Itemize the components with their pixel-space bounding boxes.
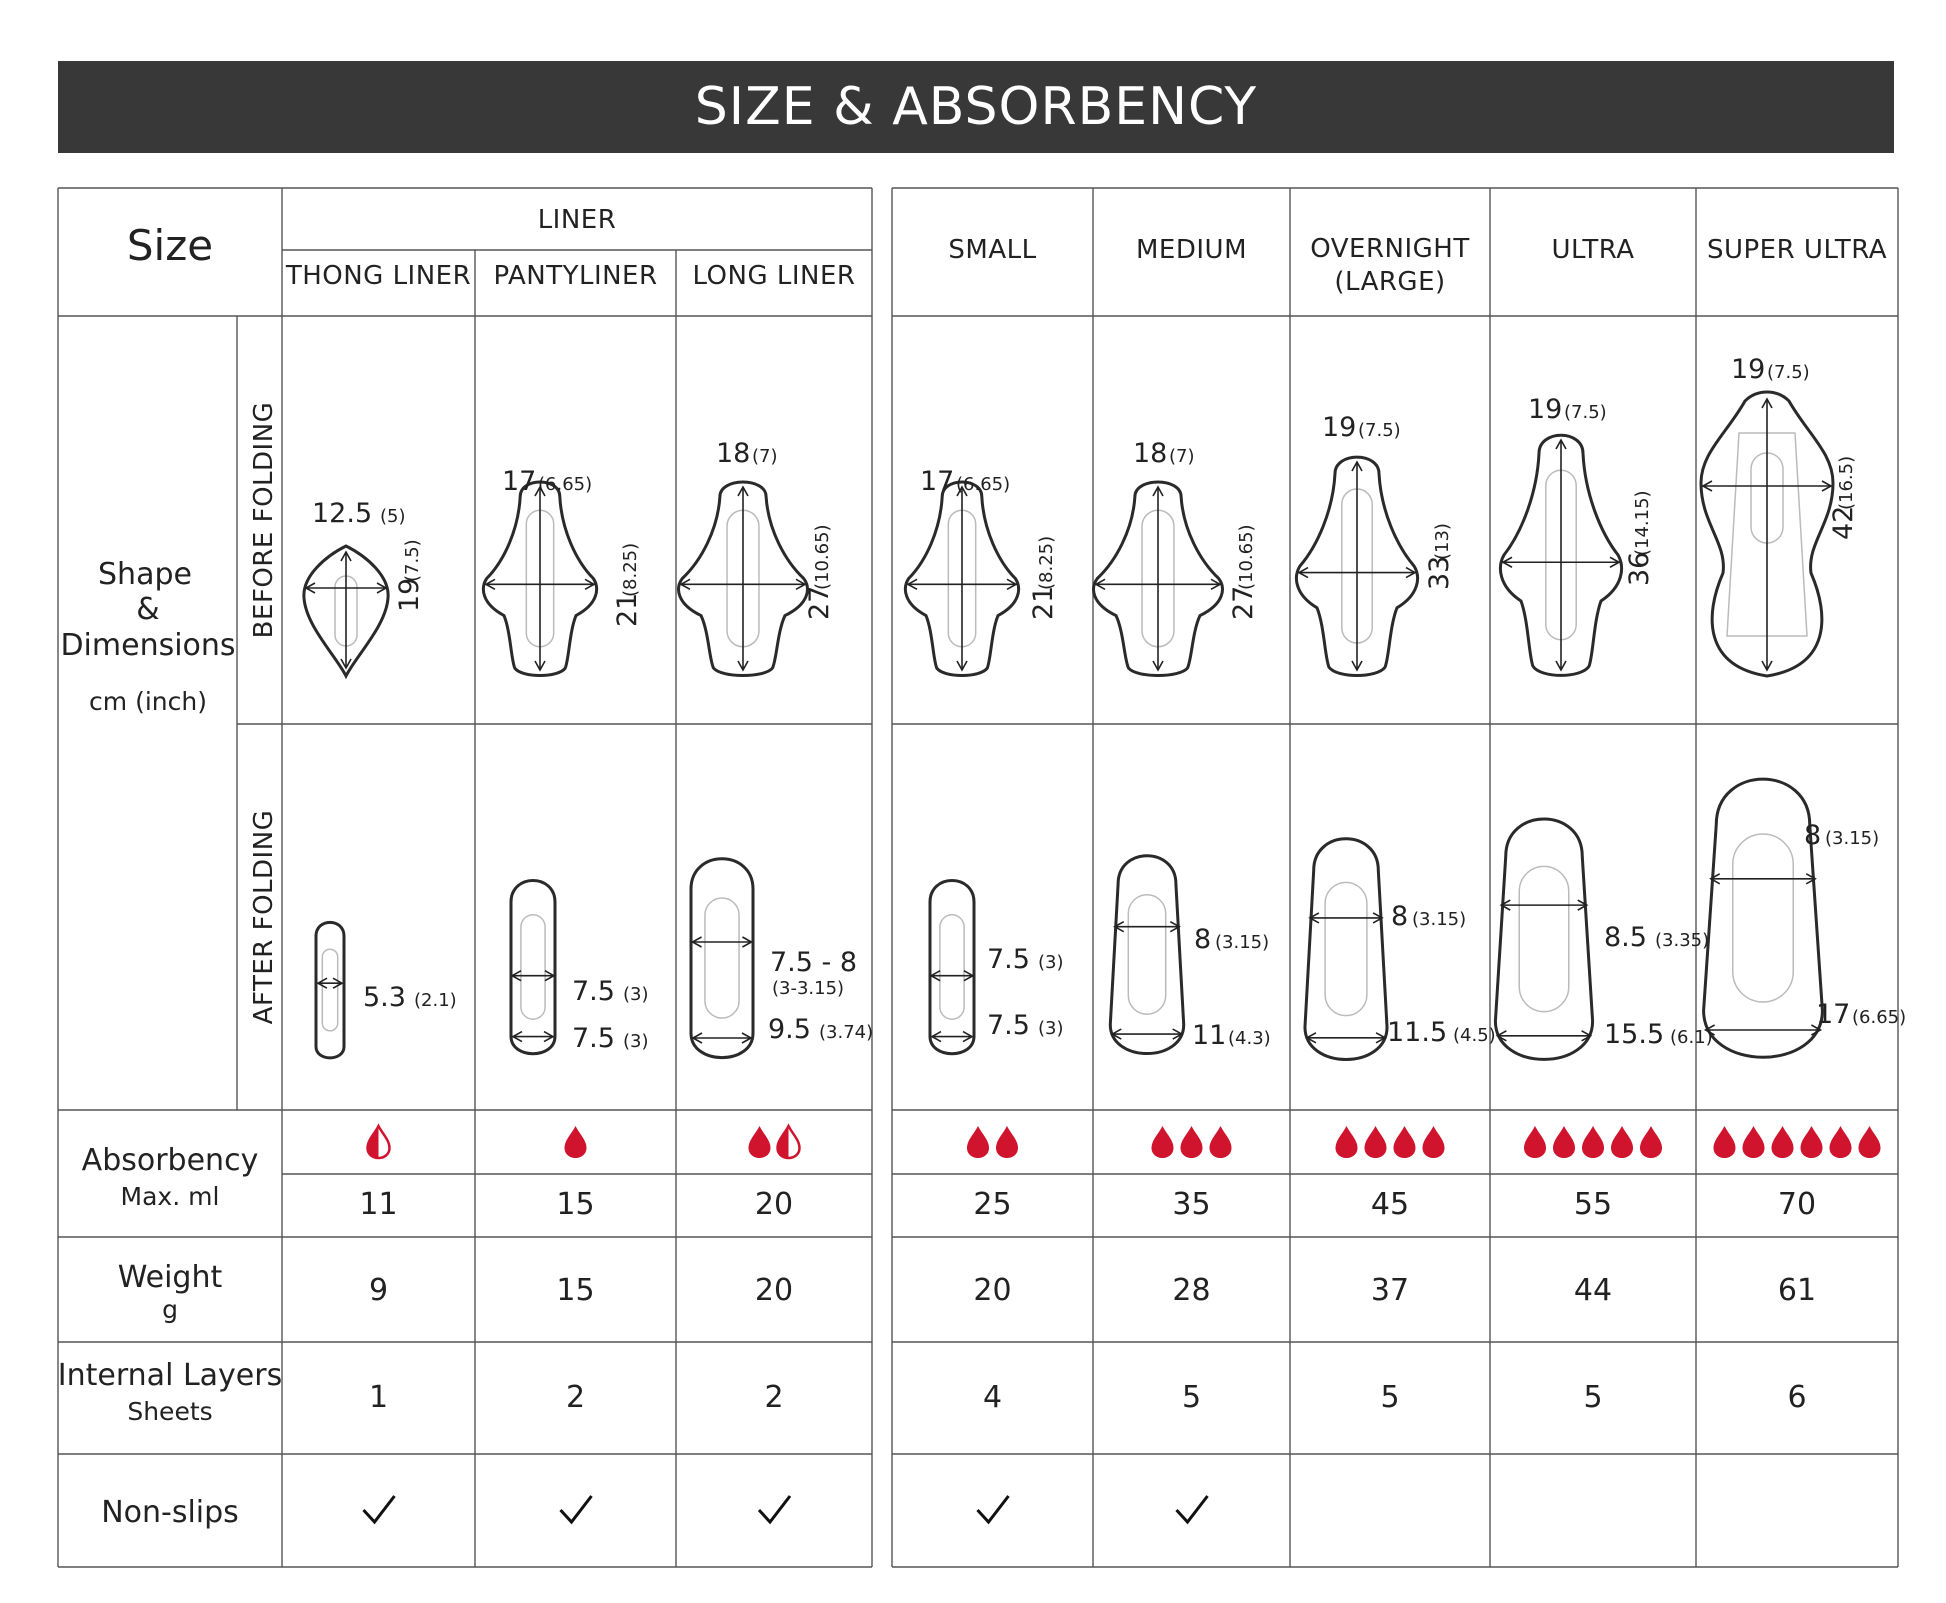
drop-fill <box>1553 1126 1575 1158</box>
folded-dimension-inch-value: (3) <box>1038 1018 1064 1039</box>
drop-fill <box>1801 1126 1823 1158</box>
before-folding-label: BEFORE FOLDING <box>249 401 279 639</box>
drop-icon <box>749 1126 771 1158</box>
table-grid <box>58 188 1898 1567</box>
column-header: ULTRA <box>1551 235 1635 265</box>
absorbency-drops <box>1336 1126 1445 1158</box>
drop-icon <box>1524 1126 1546 1158</box>
folded-dimension-value: 8 <box>1804 820 1822 851</box>
absorbency-drops <box>967 1126 1018 1158</box>
length-value: 27 <box>1228 585 1259 620</box>
drop-icon <box>1743 1126 1765 1158</box>
drop-fill <box>1611 1126 1633 1158</box>
pad-outline <box>1305 839 1387 1060</box>
folded-dimension-inch-value: (3.15) <box>1412 909 1467 930</box>
drop-icon <box>1772 1126 1794 1158</box>
absorbency-value: 70 <box>1777 1187 1817 1222</box>
folded-dimension-value: 7.5 <box>572 1023 615 1054</box>
absorbency-drops <box>749 1126 800 1158</box>
length-inch-value: (10.65) <box>812 524 833 590</box>
group-liner-label: LINER <box>537 205 617 235</box>
width-value: 19 <box>1731 354 1766 385</box>
drop-fill <box>1524 1126 1546 1158</box>
folded-dimension-value: 11.5 <box>1387 1017 1448 1048</box>
folded-pad-shape <box>511 881 555 1054</box>
absorbency-value: 25 <box>973 1187 1012 1222</box>
drop-fill <box>1640 1126 1662 1158</box>
drop-icon <box>1859 1126 1881 1158</box>
weight-value: 9 <box>368 1273 389 1308</box>
thong-liner-shape <box>304 546 388 676</box>
width-inch-value: (6.65) <box>538 474 593 495</box>
layers-value: 2 <box>565 1380 586 1415</box>
drop-fill <box>1859 1126 1881 1158</box>
folded-pad-shape <box>1305 839 1387 1060</box>
width-inch-value: (7.5) <box>1564 402 1607 423</box>
width-value: 17 <box>502 466 537 497</box>
drop-icon <box>1830 1126 1852 1158</box>
column-header: SMALL <box>948 235 1037 265</box>
drop-fill <box>749 1126 771 1158</box>
row-label-weight: Weight <box>117 1260 223 1295</box>
drop-icon <box>1553 1126 1575 1158</box>
drop-icon <box>1152 1126 1174 1158</box>
width-value: 17 <box>920 466 955 497</box>
drop-icon <box>1423 1126 1445 1158</box>
after-folding-label: AFTER FOLDING <box>249 809 279 1025</box>
row-label-amp: & <box>136 592 160 627</box>
row-label-absorbency-sub: Max. ml <box>120 1182 220 1211</box>
folded-dimension-inch-value: (3) <box>1038 952 1064 973</box>
pad-shape <box>1296 457 1417 675</box>
checkmark-icon <box>759 1496 790 1522</box>
weight-value: 20 <box>754 1273 794 1308</box>
folded-dimension-inch-value: (4.3) <box>1228 1028 1271 1049</box>
absorbency-value: 11 <box>359 1187 398 1222</box>
row-label-weight-sub: g <box>162 1295 178 1324</box>
drop-icon <box>1611 1126 1633 1158</box>
folded-dimension-inch-value: (3.74) <box>819 1022 874 1043</box>
layers-value: 6 <box>1787 1380 1807 1415</box>
folded-dimension-value: 7.5 <box>987 1010 1030 1041</box>
absorbency-value: 20 <box>754 1187 794 1222</box>
drop-half-fill <box>778 1126 789 1158</box>
drop-fill <box>996 1126 1018 1158</box>
folded-dimension-value: 8.5 <box>1604 922 1647 953</box>
drop-icon <box>1394 1126 1416 1158</box>
drop-icon <box>1365 1126 1387 1158</box>
width-value: 19 <box>1528 394 1563 425</box>
column-header: MEDIUM <box>1135 235 1248 265</box>
width-inch-value: (7) <box>752 446 778 467</box>
pad-outline <box>930 881 974 1054</box>
layers-value: 5 <box>1181 1380 1202 1415</box>
layers-value: 1 <box>368 1380 389 1415</box>
folded-pad-shape <box>691 859 753 1058</box>
drop-fill <box>1714 1126 1736 1158</box>
folded-pad-shape <box>930 881 974 1054</box>
size-label: Size <box>126 221 214 270</box>
length-inch-value: (7.5) <box>402 539 423 582</box>
pad-outline <box>691 859 753 1058</box>
folded-dimension-inch-value: (3) <box>623 984 649 1005</box>
absorbency-drops <box>368 1126 390 1158</box>
drop-fill <box>1210 1126 1232 1158</box>
folded-dimension-inch-value: (3) <box>623 1031 649 1052</box>
pad-outline <box>1110 856 1183 1054</box>
folded-dimension-value: 11 <box>1192 1020 1227 1051</box>
drop-icon <box>1181 1126 1203 1158</box>
pad-outline <box>1495 819 1592 1059</box>
length-value: 27 <box>804 585 835 620</box>
length-value: 21 <box>612 592 643 627</box>
absorbency-drops <box>1714 1126 1881 1158</box>
length-inch-value: (8.25) <box>620 542 641 597</box>
drop-fill <box>1365 1126 1387 1158</box>
folded-dimension-value: 9.5 <box>768 1014 811 1045</box>
row-label-nonslips: Non-slips <box>101 1495 239 1530</box>
layers-value: 5 <box>1583 1380 1603 1415</box>
width-value: 12.5 <box>312 498 373 529</box>
folded-dimension-value: 7.5 - 8 <box>770 947 858 978</box>
length-inch-value: (8.25) <box>1036 535 1057 590</box>
length-inch-value: (16.5) <box>1836 455 1857 510</box>
before-folding-shapes <box>304 392 1833 676</box>
drop-icon <box>996 1126 1018 1158</box>
folded-dimension-inch-value: (3.15) <box>1215 932 1270 953</box>
checkmark-icon <box>364 1496 395 1522</box>
checkmark-icon <box>1177 1496 1208 1522</box>
page-title: SIZE & ABSORBENCY <box>694 77 1258 137</box>
row-label-shape: Shape <box>98 557 192 592</box>
folded-dimension-inch-value: (6.65) <box>1852 1007 1907 1028</box>
drop-fill <box>967 1126 989 1158</box>
folded-dimension-inch-value: (3-3.15) <box>772 978 845 999</box>
folded-dimension-value: 5.3 <box>363 982 406 1013</box>
row-label-layers: Internal Layers <box>57 1358 283 1393</box>
drop-icon <box>1714 1126 1736 1158</box>
pad-outline <box>316 922 344 1057</box>
column-header-sub: (LARGE) <box>1334 267 1446 297</box>
folded-dimension-inch-value: (3.15) <box>1825 828 1880 849</box>
width-value: 18 <box>1133 438 1168 469</box>
drop-icon <box>1336 1126 1358 1158</box>
width-value: 18 <box>716 438 751 469</box>
pad-shape <box>905 482 1018 676</box>
absorbency-drops <box>1152 1126 1232 1158</box>
width-inch-value: (6.65) <box>956 474 1011 495</box>
drop-icon <box>1582 1126 1604 1158</box>
drop-icon <box>368 1126 390 1158</box>
column-header: THONG LINER <box>285 261 472 291</box>
width-inch-value: (5) <box>380 506 406 527</box>
width-inch-value: (7.5) <box>1767 362 1810 383</box>
column-header: LONG LINER <box>692 261 856 291</box>
pad-shape <box>1500 435 1621 675</box>
row-label-unit: cm (inch) <box>89 687 207 716</box>
row-label-dimensions: Dimensions <box>60 628 236 663</box>
drop-fill <box>565 1126 587 1158</box>
folded-dimension-value: 7.5 <box>987 944 1030 975</box>
column-header: PANTYLINER <box>493 261 658 291</box>
pad-shape <box>679 482 808 676</box>
length-inch-value: (10.65) <box>1236 524 1257 590</box>
folded-dimension-inch-value: (2.1) <box>414 990 457 1011</box>
length-inch-value: (13) <box>1432 523 1453 560</box>
absorbency-drops <box>565 1126 587 1158</box>
weight-value: 37 <box>1370 1273 1410 1308</box>
width-inch-value: (7.5) <box>1358 420 1401 441</box>
layers-value: 5 <box>1380 1380 1400 1415</box>
weight-value: 28 <box>1172 1273 1211 1308</box>
drop-fill <box>1772 1126 1794 1158</box>
drop-fill <box>1336 1126 1358 1158</box>
folded-pad-shape <box>316 922 344 1057</box>
length-inch-value: (14.15) <box>1632 490 1653 556</box>
weight-value: 44 <box>1573 1273 1613 1308</box>
absorbency-value: 35 <box>1172 1187 1211 1222</box>
drop-icon <box>1210 1126 1232 1158</box>
folded-dimension-value: 8 <box>1391 901 1409 932</box>
drop-icon <box>1801 1126 1823 1158</box>
drop-half-fill <box>368 1126 379 1158</box>
folded-dimension-inch-value: (3.35) <box>1655 930 1710 951</box>
row-label-absorbency: Absorbency <box>81 1143 259 1178</box>
weight-value: 20 <box>973 1273 1012 1308</box>
folded-pad-shape <box>1495 819 1592 1059</box>
layers-value: 4 <box>982 1380 1003 1415</box>
width-value: 19 <box>1322 412 1357 443</box>
checkmark-icon <box>978 1496 1009 1522</box>
drop-icon <box>967 1126 989 1158</box>
drop-icon <box>1640 1126 1662 1158</box>
absorbency-drops <box>1524 1126 1662 1158</box>
length-value: 42 <box>1828 505 1859 540</box>
pad-shape <box>1094 482 1223 676</box>
drop-icon <box>778 1126 800 1158</box>
pad-shape <box>483 482 596 676</box>
folded-dimension-value: 8 <box>1194 924 1212 955</box>
super-ultra-shape <box>1701 392 1833 676</box>
folded-dimension-value: 7.5 <box>572 976 615 1007</box>
after-folding-shapes <box>316 779 1822 1059</box>
absorbency-value: 55 <box>1573 1187 1613 1222</box>
length-value: 19 <box>394 577 425 612</box>
folded-dimension-inch-value: (4.5) <box>1453 1025 1496 1046</box>
drop-fill <box>1582 1126 1604 1158</box>
drop-fill <box>1423 1126 1445 1158</box>
width-inch-value: (7) <box>1169 446 1195 467</box>
length-value: 33 <box>1424 555 1455 590</box>
weight-value: 15 <box>556 1273 595 1308</box>
pad-outline <box>511 881 555 1054</box>
row-label-layers-sub: Sheets <box>127 1397 213 1426</box>
drop-fill <box>1830 1126 1852 1158</box>
layers-value: 2 <box>764 1380 784 1415</box>
checkmark-icon <box>561 1496 592 1522</box>
folded-pad-shape <box>1110 856 1183 1054</box>
absorbency-value: 15 <box>556 1187 595 1222</box>
drop-icon <box>565 1126 587 1158</box>
column-header: SUPER ULTRA <box>1706 235 1888 265</box>
folded-dimension-value: 17 <box>1816 999 1851 1030</box>
weight-value: 61 <box>1777 1273 1817 1308</box>
folded-dimension-value: 15.5 <box>1604 1019 1665 1050</box>
folded-dimension-inch-value: (6.1) <box>1670 1027 1713 1048</box>
column-header: OVERNIGHT <box>1310 234 1470 264</box>
drop-fill <box>1394 1126 1416 1158</box>
drop-fill <box>1152 1126 1174 1158</box>
drop-fill <box>1743 1126 1765 1158</box>
drop-fill <box>1181 1126 1203 1158</box>
absorbency-value: 45 <box>1370 1187 1410 1222</box>
length-value: 21 <box>1028 585 1059 620</box>
length-value: 36 <box>1624 551 1655 586</box>
